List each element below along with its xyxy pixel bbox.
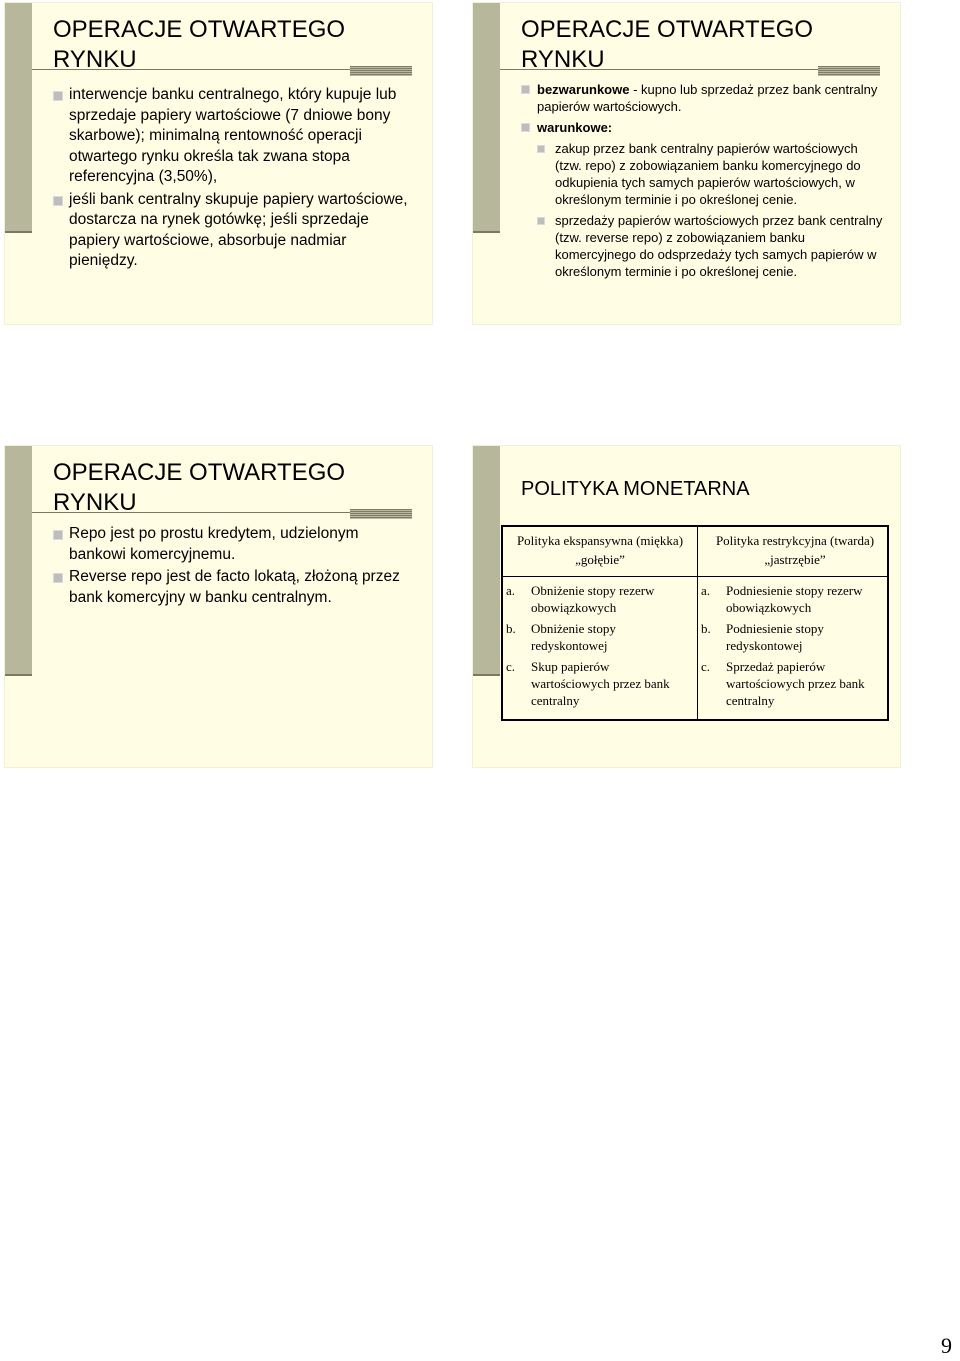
- bullet-list: [53, 524, 415, 610]
- slide-3: [5, 446, 432, 767]
- table-divider: [503, 576, 887, 577]
- list-item: Repo jest po prostu kredytem, udzielonym bankowi komercyjnemu.: [53, 524, 415, 565]
- decorative-tick: [5, 231, 32, 233]
- list-item: c. Skup papierów wartościowych przez bank centralny: [506, 659, 670, 708]
- list-item: b. Obniżenie stopy redyskontowej: [506, 621, 616, 653]
- decorative-tick: [473, 231, 500, 233]
- list-item: c. Sprzedaż papierów wartościowych przez bank centralny: [701, 659, 865, 708]
- slide-title: OPERACJE OTWARTEGO RYNKU: [53, 459, 346, 516]
- list-item: jeśli bank centralny skupuje papiery wartościowe, dostarcza na rynek gotówkę; jeśli sprzedaje papiery wartościowe, absorbuje nadmiar pieniędzy.: [53, 190, 415, 272]
- slide-4: [473, 446, 900, 767]
- slide-title: OPERACJE OTWARTEGO RYNKU: [53, 16, 346, 73]
- square-bullet-icon: [53, 573, 63, 583]
- slide-title: OPERACJE OTWARTEGO RYNKU: [521, 16, 814, 73]
- policy-table: [501, 525, 889, 721]
- decorative-bar: [5, 446, 32, 674]
- slide-2: [473, 3, 900, 324]
- table-column-restrictive: [701, 582, 881, 713]
- square-bullet-icon: [521, 85, 530, 94]
- decorative-tick: [5, 674, 32, 676]
- slide-title: POLITYKA MONETARNA: [521, 478, 750, 500]
- list-item: interwencje banku centralnego, który kupuje lub sprzedaje papiery wartościowe (7 dniowe bony skarbowe); minimalną rentowność operacji otwartego rynku określa tak zwana stopa referencyjna (3,50%),: [53, 85, 415, 188]
- table-column-expansive: [506, 582, 686, 713]
- decorative-bar: [5, 3, 32, 231]
- square-bullet-icon: [53, 91, 63, 101]
- bullet-list: [53, 85, 415, 274]
- decorative-bar: [473, 446, 500, 674]
- decorative-tick: [473, 674, 500, 676]
- square-bullet-icon: [521, 123, 530, 132]
- table-header-expansive: Polityka ekspansywna (miękka) „gołębie”: [516, 533, 684, 567]
- term-unconditional: bezwarunkowe: [537, 82, 630, 97]
- term-conditional: warunkowe:: [537, 120, 613, 135]
- list-item: a. Obniżenie stopy rezerw obowiązkowych: [506, 583, 655, 615]
- page-number: 9: [941, 1333, 952, 1358]
- sub-list-item: zakup przez bank centralny papierów wartościowych (tzw. repo) z zobowiązaniem banku komercyjnego do odkupienia tych samych papierów wartościowych, w określonym terminie i po określonej cenie.: [537, 140, 883, 208]
- slide-1: [5, 3, 432, 324]
- sub-list-item: sprzedaży papierów wartościowych przez bank centralny (tzw. reverse repo) z zobowiązaniem banku komercyjnego do odsprzedaży tych samych papierów w określonym terminie i po określonej cenie.: [537, 212, 883, 280]
- bullet-list: [521, 81, 883, 284]
- sub-list: [537, 140, 883, 280]
- square-bullet-icon: [537, 145, 545, 153]
- square-bullet-icon: [53, 196, 63, 206]
- list-item: Reverse repo jest de facto lokatą, złożoną przez bank komercyjny w banku centralnym.: [53, 567, 415, 608]
- list-item: [521, 119, 883, 280]
- square-bullet-icon: [53, 530, 63, 540]
- list-item: b. Podniesienie stopy redyskontowej: [701, 621, 824, 653]
- list-item: a. Podniesienie stopy rezerw obowiązkowych: [701, 583, 863, 615]
- list-item: bezwarunkowe - kupno lub sprzedaż przez bank centralny papierów wartościowych.: [521, 81, 883, 115]
- decorative-bar: [473, 3, 500, 231]
- table-header-restrictive: Polityka restrykcyjna (twarda) „jastrzębie”: [715, 533, 875, 567]
- square-bullet-icon: [537, 217, 545, 225]
